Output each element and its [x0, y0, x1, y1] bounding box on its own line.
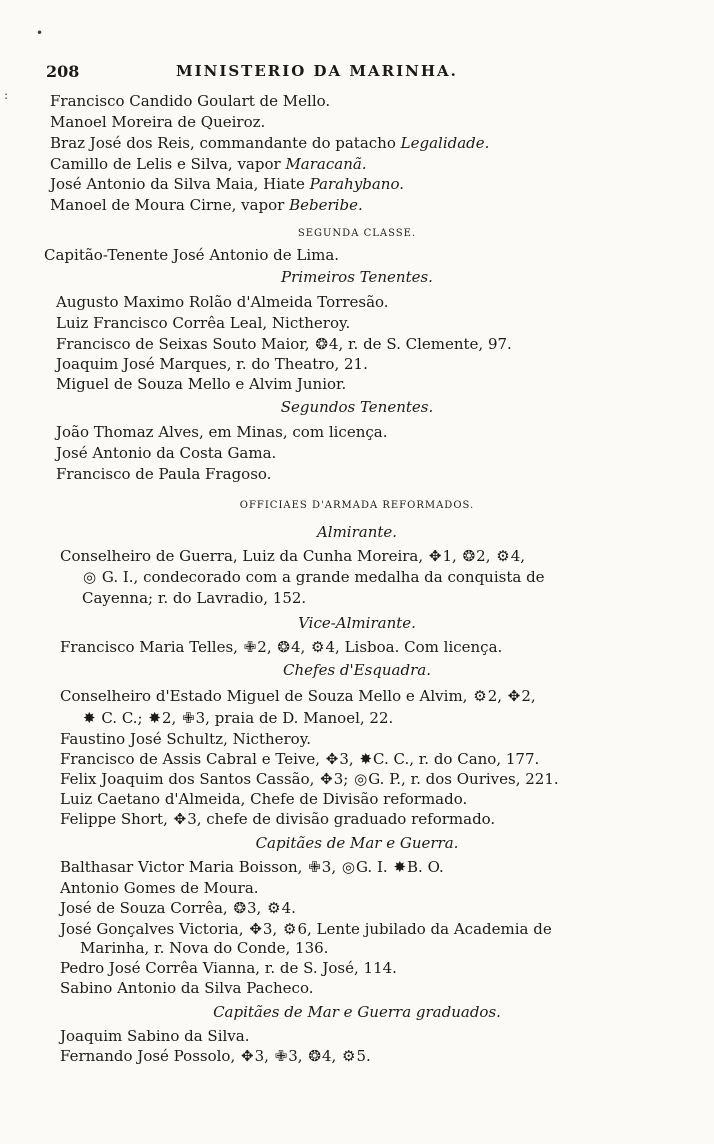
cross-b-icon: ✙ — [308, 858, 321, 876]
cross-b-icon: ✙ — [182, 709, 195, 727]
line-text: Braz José dos Reis, commandante do patacho — [50, 134, 401, 152]
text-line: Joaquim José Marques, r. do Theatro, 21. — [56, 355, 368, 373]
medal-icon: ❂ — [462, 547, 476, 565]
line-text: Francisco de Seixas Souto Maior, — [56, 335, 310, 353]
order-icon: ⚙ — [311, 638, 325, 656]
section-heading: Vice-Almirante. — [298, 614, 416, 632]
text-line — [60, 686, 536, 706]
running-title: MINISTERIO DA MARINHA. — [176, 62, 458, 80]
circle-icon: ◎ — [354, 770, 368, 788]
text-line — [60, 809, 495, 829]
line-text: 2, — [257, 638, 272, 656]
line-text: 3, praia de D. Manoel, 22. — [195, 709, 394, 727]
line-text: C. C.; — [101, 709, 143, 727]
scan-speck: : — [4, 88, 9, 102]
text-line — [50, 133, 489, 153]
ship-name: Parahybano. — [309, 175, 404, 193]
text-line — [56, 334, 512, 354]
line-text: G. I. — [355, 858, 388, 876]
text-line: Faustino José Schultz, Nictheroy. — [60, 730, 311, 748]
line-text: Francisco de Assis Cabral e Teive, — [60, 750, 320, 768]
order-icon: ⚙ — [496, 547, 510, 565]
text-line: Augusto Maximo Rolão d'Almeida Torresão. — [56, 293, 389, 311]
line-text: 2, — [521, 687, 536, 705]
text-line — [50, 174, 404, 194]
text-line: Marinha, r. Nova do Conde, 136. — [80, 939, 329, 957]
line-text: 5. — [356, 1047, 371, 1065]
text-line — [60, 857, 444, 877]
section-heading: Almirante. — [316, 523, 398, 541]
line-text: Conselheiro de Guerra, Luiz da Cunha Moreira, — [60, 547, 424, 565]
line-text: 2, — [161, 709, 177, 727]
line-text: Fernando José Possolo, — [60, 1047, 236, 1065]
medal-icon: ❂ — [315, 335, 328, 353]
text-line: Cayenna; r. do Lavradio, 152. — [82, 589, 307, 607]
page-number: 208 — [46, 62, 80, 81]
text-line — [60, 637, 502, 657]
cross-b-icon: ✙ — [243, 638, 257, 656]
text-line — [82, 567, 545, 587]
page-header — [46, 62, 646, 84]
order-icon: ⚙ — [473, 687, 487, 705]
text-line: José Antonio da Costa Gama. — [56, 444, 277, 462]
line-text: 3, — [288, 1047, 303, 1065]
line-text: 2, — [476, 547, 491, 565]
line-text: 3, — [254, 1047, 269, 1065]
scan-speck: • — [36, 26, 44, 40]
line-text: 6, Lente jubilado da Academia de — [297, 920, 552, 938]
text-line — [60, 546, 525, 566]
text-line — [60, 769, 559, 789]
text-line: Joaquim Sabino da Silva. — [60, 1027, 250, 1045]
line-text: José Gonçalves Victoria, — [60, 920, 244, 938]
medal-icon: ❂ — [277, 638, 290, 656]
text-line — [82, 708, 393, 728]
ship-name: Maracanã. — [285, 155, 367, 173]
cross-icon: ✥ — [507, 687, 521, 705]
star-icon: ✸ — [83, 709, 96, 727]
line-text: 3, chefe de divisão graduado reformado. — [187, 810, 496, 828]
line-text: Camillo de Lelis e Silva, vapor — [50, 155, 286, 173]
order-icon: ⚙ — [342, 1047, 356, 1065]
section-heading: Segundos Tenentes. — [280, 398, 434, 416]
text-line — [50, 195, 363, 215]
medal-icon: ❂ — [308, 1047, 321, 1065]
cross-icon: ✥ — [320, 770, 333, 788]
circle-icon: ◎ — [341, 858, 355, 876]
text-line: Luiz Caetano d'Almeida, Chefe de Divisão reformado. — [60, 790, 468, 808]
section-heading: Primeiros Tenentes. — [281, 268, 433, 286]
section-heading: Chefes d'Esquadra. — [283, 661, 431, 679]
line-text: José de Souza Corrêa, — [60, 899, 228, 917]
line-text: 4, — [290, 638, 306, 656]
ship-name: Legalidade. — [400, 134, 490, 152]
line-text: 4, — [510, 547, 526, 565]
line-text: Felix Joaquim dos Santos Cassão, — [60, 770, 315, 788]
circle-icon: ◎ — [83, 568, 97, 586]
text-line — [50, 154, 367, 174]
order-icon: ⚙ — [282, 920, 297, 938]
cross-icon: ✥ — [325, 750, 339, 768]
line-text: r. de S. Clemente, 97. — [348, 335, 512, 353]
section-heading: Capitães de Mar e Guerra graduados. — [213, 1003, 501, 1021]
order-icon: ⚙ — [267, 899, 281, 917]
section-heading: OFFICIAES D'ARMADA REFORMADOS. — [239, 500, 475, 511]
cross-icon: ✥ — [428, 547, 442, 565]
line-text: 4, — [321, 1047, 337, 1065]
text-line: Luiz Francisco Corrêa Leal, Nictheroy. — [56, 314, 351, 332]
medal-icon: ❂ — [233, 899, 247, 917]
text-line: Francisco de Paula Fragoso. — [56, 465, 272, 483]
line-text: Balthasar Victor Maria Boisson, — [60, 858, 303, 876]
cross-icon: ✥ — [173, 810, 187, 828]
text-line: Sabino Antonio da Silva Pacheco. — [60, 979, 314, 997]
line-text: 3, — [262, 920, 278, 938]
text-line: Manoel Moreira de Queiroz. — [50, 113, 266, 131]
text-line: Francisco Candido Goulart de Mello. — [50, 92, 331, 110]
line-text: 3, — [247, 899, 262, 917]
line-text: Manoel de Moura Cirne, vapor — [50, 196, 290, 214]
section-heading: Capitães de Mar e Guerra. — [255, 834, 459, 852]
cross-b-icon: ✙ — [274, 1047, 288, 1065]
text-line — [60, 1046, 371, 1066]
line-text: 4, Lisboa. Com licença. — [325, 638, 503, 656]
star-icon: ✸ — [393, 858, 407, 876]
text-line — [60, 749, 539, 769]
line-text: B. O. — [407, 858, 444, 876]
text-line — [60, 919, 552, 939]
line-text: Francisco Maria Telles, — [60, 638, 238, 656]
line-text: C. C., r. do Cano, 177. — [373, 750, 540, 768]
text-line — [60, 898, 296, 918]
text-line: Pedro José Corrêa Vianna, r. de S. José, 114. — [60, 959, 397, 977]
line-text: 3, — [339, 750, 354, 768]
line-text: José Antonio da Silva Maia, Hiate — [50, 175, 310, 193]
line-text: 3, — [321, 858, 337, 876]
line-text: Conselheiro d'Estado Miguel de Souza Mello e Alvim, — [60, 687, 468, 705]
ship-name: Beberibe. — [289, 196, 363, 214]
text-line: Miguel de Souza Mello e Alvim Junior. — [56, 375, 347, 393]
line-text: 3; — [333, 770, 349, 788]
text-line: João Thomaz Alves, em Minas, com licença. — [56, 423, 388, 441]
star-icon: ✸ — [148, 709, 161, 727]
section-heading: SEGUNDA CLASSE. — [297, 228, 417, 239]
line-text: 2, — [487, 687, 502, 705]
line-text: 1, — [442, 547, 457, 565]
line-text: 4. — [281, 899, 296, 917]
star-icon: ✸ — [359, 750, 373, 768]
line-text: Felippe Short, — [60, 810, 168, 828]
cross-icon: ✥ — [241, 1047, 254, 1065]
line-text: 4, — [328, 335, 344, 353]
cross-icon: ✥ — [249, 920, 262, 938]
line-text: G. I., condecorado com a grande medalha da conquista de — [101, 568, 545, 586]
line-text: G. P., r. dos Ourives, 221. — [368, 770, 559, 788]
text-line: Capitão-Tenente José Antonio de Lima. — [44, 246, 340, 264]
text-line: Antonio Gomes de Moura. — [60, 879, 259, 897]
